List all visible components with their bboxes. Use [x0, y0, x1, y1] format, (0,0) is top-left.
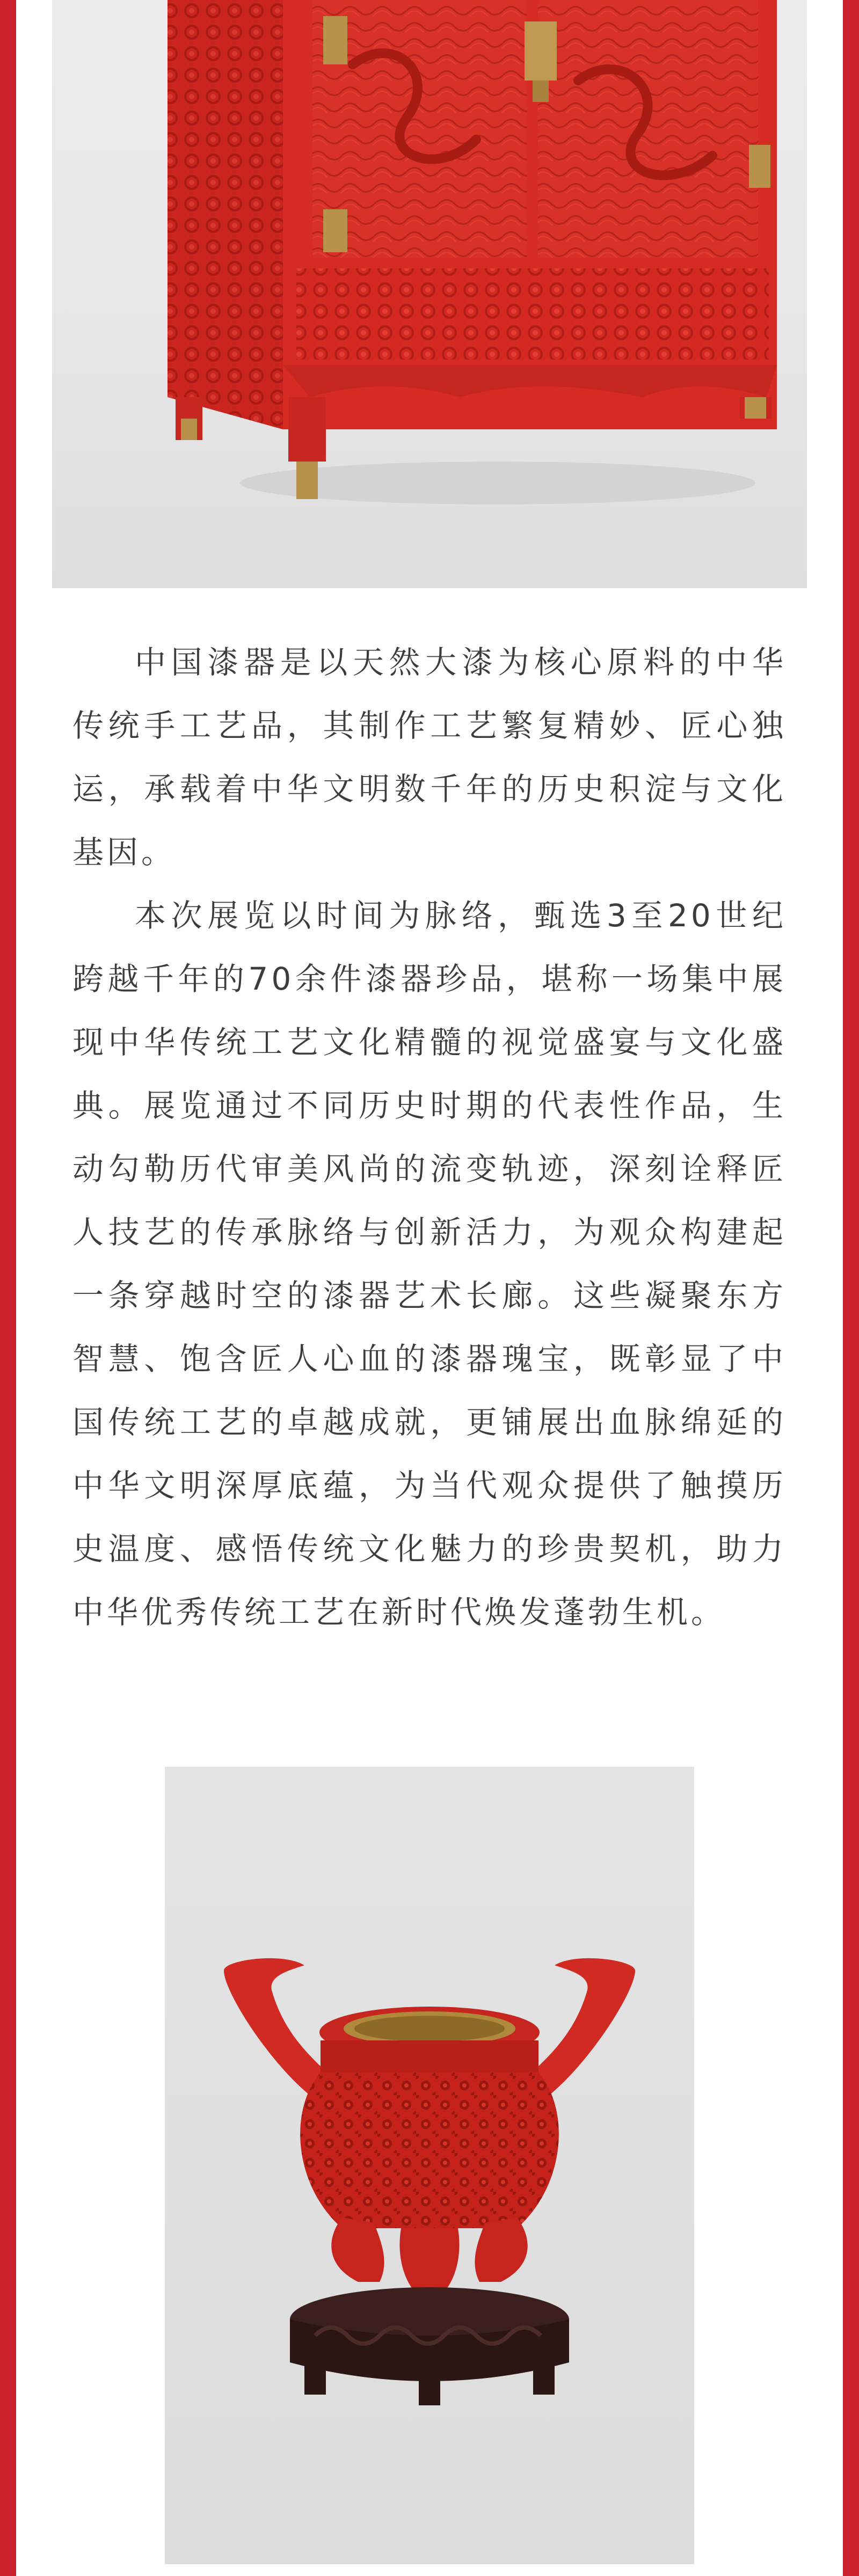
red-frame-left — [0, 0, 16, 2576]
article-paragraph-2: 本次展览以时间为脉络，甄选3至20世纪跨越千年的70余件漆器珍品，堪称一场集中展现中华传统工艺文化精髓的视觉盛宴与文化盛典。展览通过不同历史时期的代表性作品，生动勾勒历代审美风尚的流变轨迹，深刻诠释匠人技艺的传承脉络与创新活力，为观众构建起一条穿越时空的漆器艺术长廊。这些凝聚东方智慧、饱含匠人心血的漆器瑰宝，既彰显了中国传统工艺的卓越成就，更铺展出血脉绵延的中华文明深厚底蕴，为当代观众提供了触摸历史温度、感悟传统文化魅力的珍贵契机，助力中华优秀传统工艺在新时代焕发蓬勃生机。 — [72, 897, 787, 1630]
red-frame-right — [843, 0, 859, 2576]
article-body — [72, 631, 787, 1644]
article-paragraph-1: 中国漆器是以天然大漆为核心原料的中华传统手工艺品，其制作工艺繁复精妙、匠心独运，承载着中华文明数千年的历史积淀与文化基因。 — [72, 644, 787, 870]
lacquer-censer-illustration — [165, 1767, 694, 2564]
cabinet-photo — [52, 0, 807, 588]
lacquer-cabinet-illustration — [52, 0, 807, 588]
censer-photo — [165, 1767, 694, 2564]
